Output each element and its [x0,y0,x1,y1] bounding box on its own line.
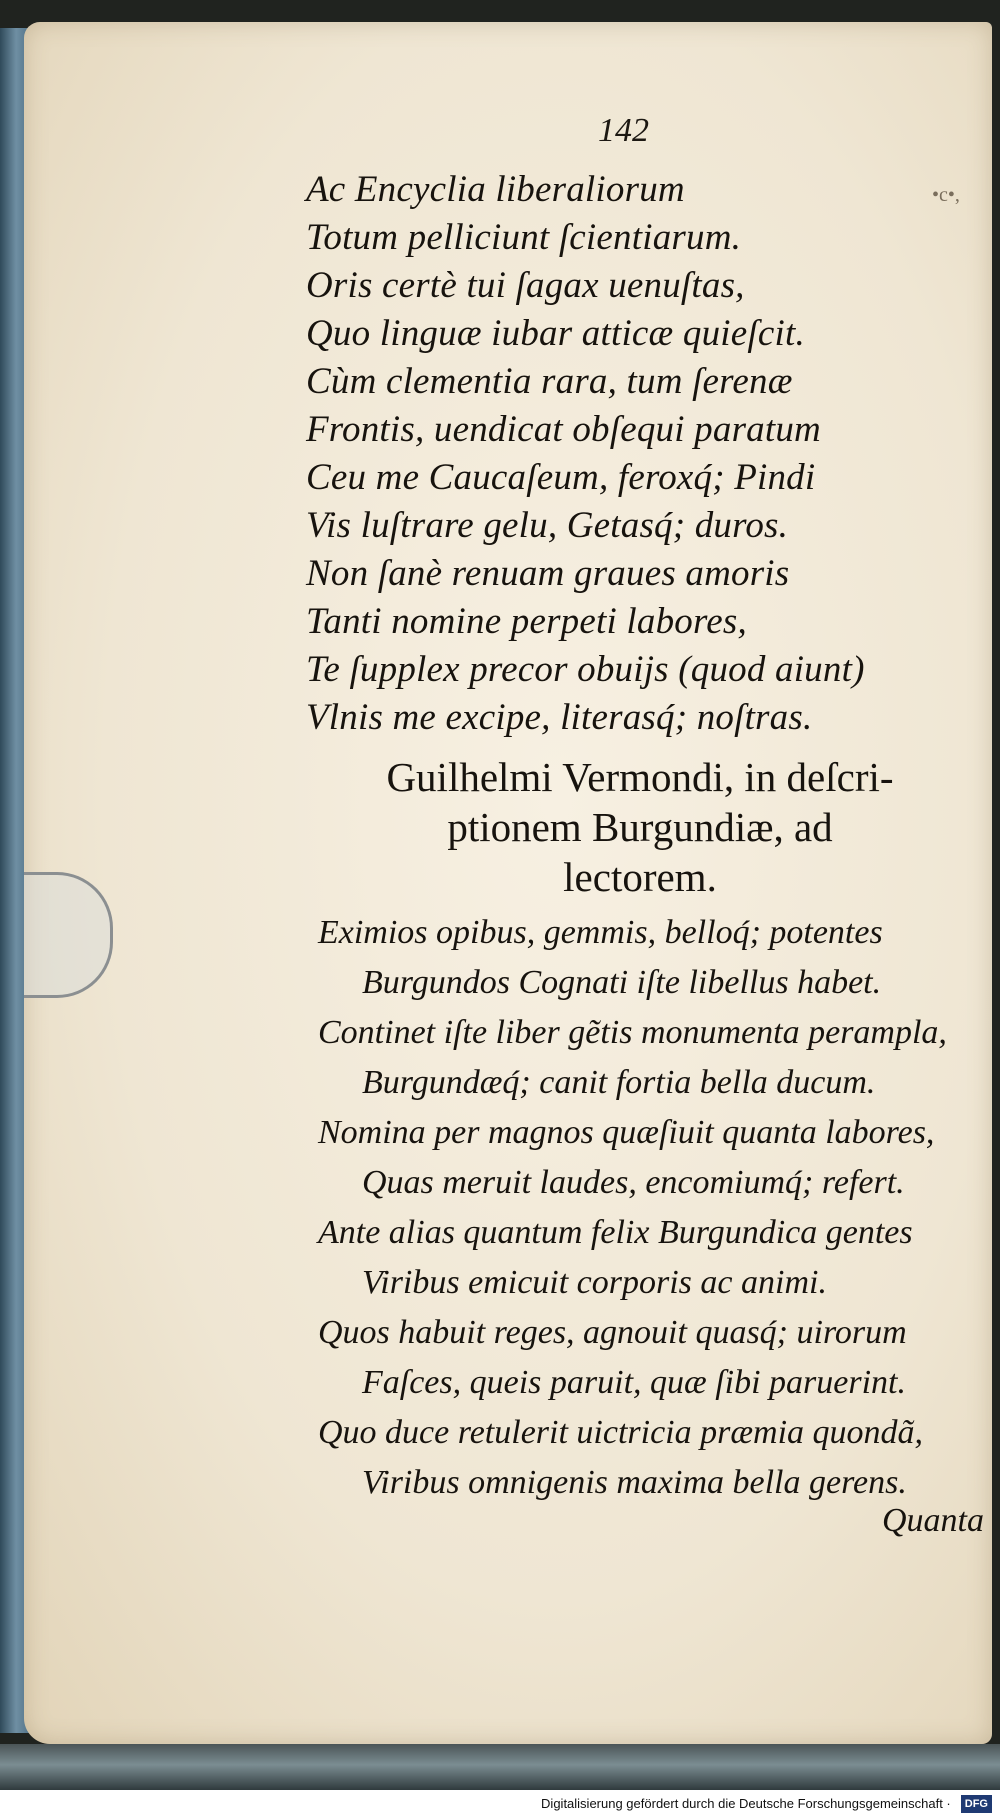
catchword: Quanta [882,1502,984,1539]
verse-line: Non ſanè renuam graues amoris [306,553,790,594]
verse-line: Vis luſtrare gelu, Getasq́; duros. [306,505,789,546]
pentameter-line: Burgundos Cognati iſte libellus habet. [362,964,882,1001]
pentameter-line: Viribus emicuit corporis ac animi. [362,1264,827,1301]
hexameter-line: Nomina per magnos quæſiuit quanta labores, [318,1114,935,1151]
hexameter-line: Quos habuit reges, agnouit quasq́; uirorum [318,1314,907,1351]
funding-credit: Digitalisierung gefördert durch die Deutsche Forschungsgemeinschaft · [541,1796,951,1811]
poem-heading [320,752,960,902]
verse-line: Totum pelliciunt ſcientiarum. [306,217,742,258]
verse-line: Te ſupplex precor obuijs (quod aiunt) [306,649,865,690]
pentameter-line: Burgundæq́; canit fortia bella ducum. [362,1064,876,1101]
verse-line: Quo linguæ iubar atticæ quieſcit. [306,313,805,354]
verse-line: Ceu me Caucaſeum, feroxq́; Pindi [306,457,816,498]
verse-line: Tanti nomine perpeti labores, [306,601,747,642]
footer-bar [0,1790,1000,1818]
book-bottom-edge [0,1744,1000,1790]
verse-line: Ac Encyclia liberaliorum [306,169,685,210]
pentameter-line: Faſces, queis paruit, quæ ſibi paruerint. [362,1364,906,1401]
page-number: 142 [598,112,649,149]
hexameter-line: Ante alias quantum felix Burgundica gentes [318,1214,913,1251]
hexameter-line: Quo duce retulerit uictricia præmia quondã, [318,1414,924,1451]
verse-block [306,166,865,742]
verse-line: Oris certè tui ſagax uenuſtas, [306,265,745,306]
dfg-logo: DFG [961,1795,992,1813]
pentameter-line: Viribus omnigenis maxima bella gerens. [362,1464,907,1501]
pentameter-line: Quas meruit laudes, encomiumq́; refert. [362,1164,905,1201]
heading-line: Guilhelmi Vermondi, in deſcri- [386,754,894,800]
bleed-through-mark: •c•, [932,184,960,206]
elegy-block [318,908,947,1508]
page-clip [24,872,113,998]
verse-line: Vlnis me excipe, literasq́; noſtras. [306,697,813,738]
hexameter-line: Continet iſte liber gẽtis monumenta perampla, [318,1014,947,1051]
verse-line: Cùm clementia rara, tum ſerenæ [306,361,793,402]
heading-line: ptionem Burgundiæ, ad [447,804,833,850]
heading-line: lectorem. [563,854,717,900]
verse-line: Frontis, uendicat obſequi paratum [306,409,821,450]
hexameter-line: Eximios opibus, gemmis, belloq́; potentes [318,914,883,951]
